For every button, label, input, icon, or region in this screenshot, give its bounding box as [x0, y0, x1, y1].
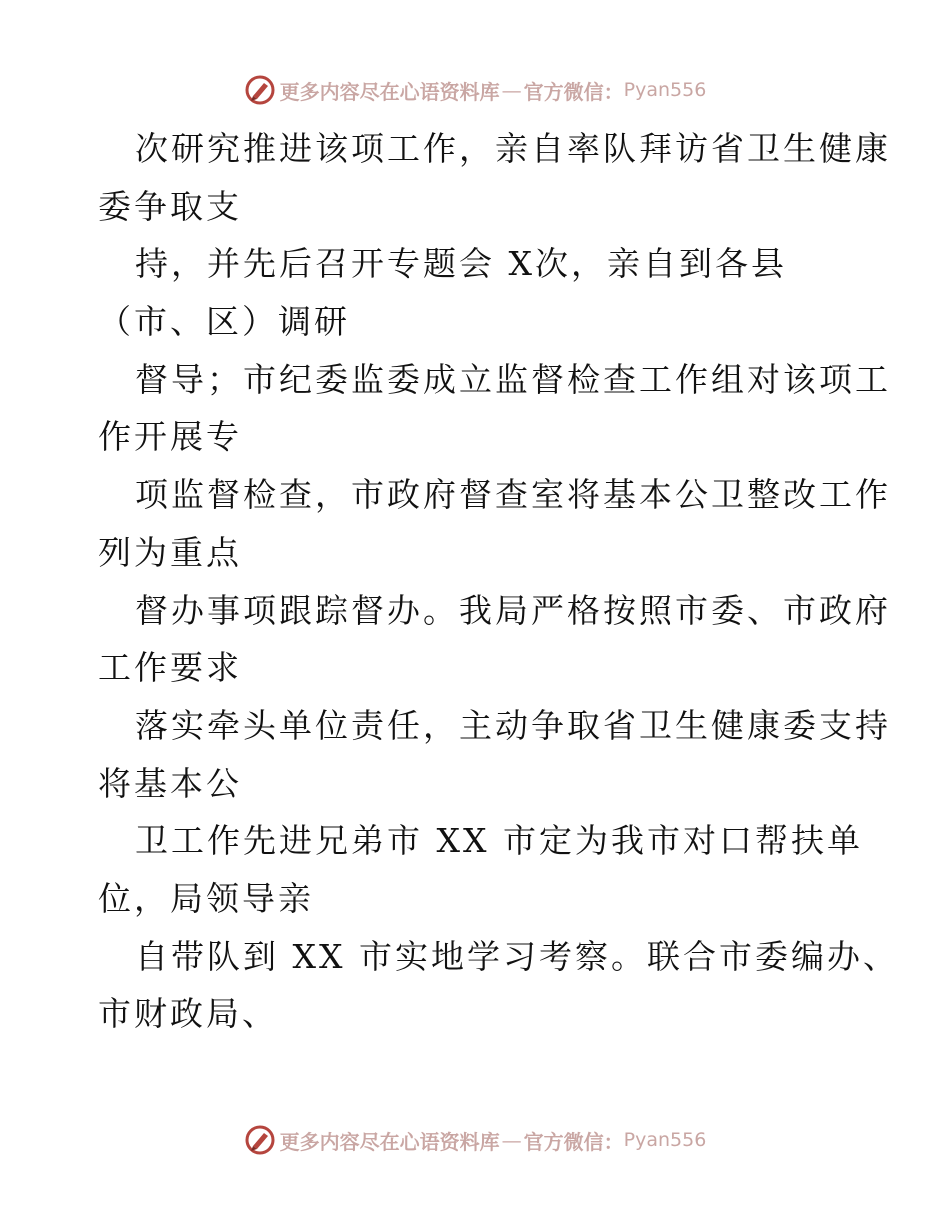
document-body	[98, 120, 899, 1043]
banner-wechat-label: 官方微信：	[523, 79, 624, 104]
pen-logo-icon	[244, 74, 276, 106]
banner-wechat-label: 官方微信：	[523, 1129, 624, 1154]
banner-slogan: 更多内容尽在心语资料库	[279, 1129, 500, 1154]
text-line: 落实牵头单位责任，主动争取省卫生健康委支持	[135, 705, 891, 745]
text-line: 将基本公	[98, 763, 242, 803]
banner-wechat-id: Pyan556	[623, 79, 707, 101]
text-line: 作开展专	[98, 417, 242, 457]
text-line: 次研究推进该项工作，亲自率队拜访省卫生健康	[135, 129, 891, 168]
banner-separator: —	[501, 1128, 522, 1152]
text-line: 督办事项跟踪督办。我局严格按照市委、市政府	[135, 590, 891, 630]
banner-separator: —	[501, 78, 522, 102]
text-line: （市、区）调研	[98, 302, 350, 342]
text-line: 项监督检查，市政府督查室将基本公卫整改工作	[135, 475, 891, 515]
pen-logo-icon	[244, 1124, 276, 1156]
banner-wechat-id: Pyan556	[623, 1129, 707, 1151]
footer-banner	[0, 1120, 950, 1160]
text-line: 位，局领导亲	[98, 878, 314, 918]
text-line: 市财政局、	[98, 994, 278, 1034]
text-line: 自带队到 XX 市实地学习考察。联合市委编办、	[135, 936, 899, 976]
banner-slogan: 更多内容尽在心语资料库	[279, 79, 500, 104]
text-line: 持，并先后召开专题会 X次，亲自到各县	[135, 244, 787, 284]
header-banner	[0, 70, 950, 110]
text-line: 卫工作先进兄弟市 XX 市定为我市对口帮扶单	[135, 821, 863, 861]
text-line: 督导；市纪委监委成立监督检查工作组对该项工	[135, 359, 891, 399]
text-line: 列为重点	[98, 532, 242, 572]
text-line: 工作要求	[98, 648, 242, 688]
text-line: 委争取支	[98, 186, 242, 226]
